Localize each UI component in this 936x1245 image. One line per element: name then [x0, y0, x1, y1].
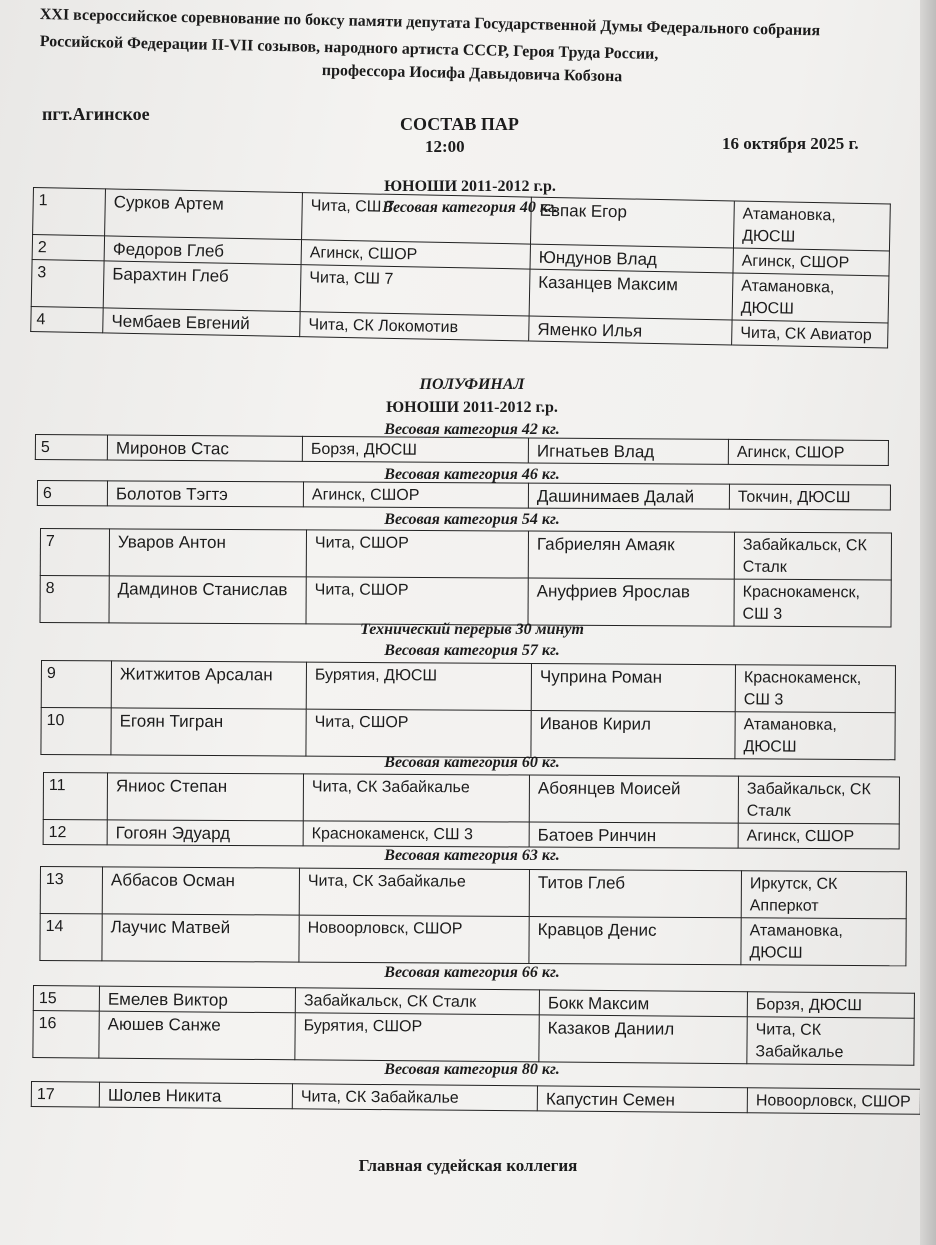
- weight-category-54: Весовая категория 54 кг.: [384, 511, 560, 528]
- pair-number-cell: 5: [35, 435, 107, 461]
- pair-row: [35, 435, 888, 466]
- boxer-blue-cell: Евпак Егор: [530, 197, 734, 248]
- pairs-table-57: [40, 660, 896, 760]
- pair-number-cell: 8: [40, 576, 109, 623]
- club-red-cell: Чита, СК Забайкалье: [299, 868, 529, 916]
- pair-number-cell: 3: [31, 259, 104, 307]
- event-title-line-2: Российской Федерации II-VII созывов, народного артиста СССР, Героя Труда России,: [39, 33, 659, 63]
- club-red-cell: Борзя, ДЮСШ: [302, 436, 528, 463]
- boxer-red-cell: Миронов Стас: [107, 435, 302, 461]
- pair-row: [40, 914, 906, 966]
- pair-row: [40, 529, 891, 580]
- pairs-table-66: [32, 985, 915, 1066]
- section-age-1: ЮНОШИ 2011-2012 г.р.: [384, 178, 556, 195]
- chief-judges-panel: Главная судейская коллегия: [358, 1156, 578, 1175]
- pair-row: [33, 1011, 914, 1066]
- pair-row: [41, 661, 895, 713]
- boxer-blue-cell: Яменко Илья: [529, 316, 732, 345]
- weight-category-60: Весовая категория 60 кг.: [384, 754, 560, 771]
- pair-row: [43, 773, 899, 824]
- club-blue-cell: Атамановка, ДЮСШ: [732, 273, 889, 323]
- pairs-table-60: [43, 772, 900, 849]
- club-blue-cell: Чита, СК Забайкалье: [747, 1017, 914, 1065]
- weight-category-63: Весовая категория 63 кг.: [384, 847, 560, 864]
- pair-number-cell: 2: [32, 235, 104, 261]
- pair-number-cell: 9: [41, 661, 111, 708]
- page-edge-shadow: [920, 0, 936, 1245]
- weight-category-57: Весовая категория 57 кг.: [384, 642, 560, 659]
- boxer-red-cell: Уваров Антон: [109, 529, 306, 577]
- club-blue-cell: Атамановка, ДЮСШ: [733, 201, 890, 251]
- club-red-cell: Агинск, СШОР: [301, 240, 530, 269]
- pair-row: [41, 708, 895, 760]
- pair-number-cell: 15: [33, 986, 99, 1012]
- club-red-cell: Бурятия, СШОР: [295, 1013, 539, 1062]
- weight-category-80: Весовая категория 80 кг.: [384, 1061, 560, 1078]
- boxer-blue-cell: Ануфриев Ярослав: [528, 578, 734, 626]
- club-blue-cell: Атамановка, ДЮСШ: [735, 712, 895, 760]
- club-blue-cell: Краснокаменск, СШ 3: [735, 665, 895, 713]
- club-red-cell: Чита, СШОР: [306, 709, 531, 757]
- pair-number-cell: 17: [31, 1082, 99, 1108]
- club-blue-cell: Атамановка, ДЮСШ: [741, 918, 906, 966]
- boxer-red-cell: Сурков Артем: [105, 189, 303, 240]
- boxer-red-cell: Барахтин Глеб: [103, 261, 301, 312]
- pair-row: [43, 820, 899, 849]
- boxer-blue-cell: Титов Глеб: [529, 869, 741, 917]
- club-blue-cell: Краснокаменск, СШ 3: [734, 579, 891, 627]
- club-blue-cell: Новоорловск, СШОР: [747, 1088, 920, 1115]
- pair-row: [37, 481, 890, 510]
- pairs-table-80: [31, 1081, 921, 1115]
- club-blue-cell: Забайкальск, СК Сталк: [734, 532, 891, 580]
- boxer-red-cell: Федоров Глеб: [104, 236, 301, 265]
- club-blue-cell: Иркутск, СК Апперкот: [741, 871, 906, 919]
- boxer-red-cell: Шолев Никита: [99, 1082, 292, 1109]
- pair-row: [40, 867, 906, 919]
- boxer-red-cell: Лаучис Матвей: [102, 914, 299, 962]
- club-red-cell: Чита, СШОР: [306, 577, 528, 625]
- club-red-cell: Чита, СК Локомотив: [300, 312, 529, 341]
- location: пгт.Агинское: [42, 104, 150, 124]
- pair-number-cell: 14: [40, 914, 102, 961]
- club-blue-cell: Чита, СК Авиатор: [732, 320, 888, 348]
- club-blue-cell: Агинск, СШОР: [728, 439, 888, 465]
- section-age-2: ЮНОШИ 2011-2012 г.р.: [386, 399, 558, 416]
- pair-number-cell: 16: [33, 1011, 99, 1059]
- pairs-table-40: [30, 187, 891, 348]
- boxer-red-cell: Житжитов Арсалан: [111, 661, 306, 709]
- boxer-red-cell: Гогоян Эдуард: [107, 820, 303, 846]
- pairs-table-46: [37, 480, 891, 510]
- technical-break: Технический перерыв 30 минут: [360, 621, 584, 638]
- boxer-blue-cell: Казаков Даниил: [539, 1015, 747, 1064]
- club-red-cell: Чита, СШ 7: [302, 193, 532, 244]
- pair-number-cell: 13: [40, 867, 102, 914]
- club-red-cell: Чита, СК Забайкалье: [292, 1084, 537, 1111]
- semifinal-heading: ПОЛУФИНАЛ: [419, 376, 525, 393]
- doc-title: СОСТАВ ПАР: [400, 114, 519, 134]
- boxer-red-cell: Аюшев Санже: [99, 1011, 295, 1060]
- pair-number-cell: 6: [37, 481, 107, 506]
- pair-number-cell: 11: [43, 773, 107, 820]
- boxer-blue-cell: Кравцов Денис: [529, 916, 741, 964]
- pair-number-cell: 10: [41, 708, 111, 755]
- pairs-table-54: [40, 528, 892, 627]
- pair-number-cell: 1: [33, 188, 106, 236]
- boxer-red-cell: Егоян Тигран: [111, 708, 306, 756]
- pairs-table-63: [39, 866, 907, 966]
- boxer-blue-cell: Чуприна Роман: [531, 663, 735, 711]
- boxer-blue-cell: Иванов Кирил: [531, 710, 735, 758]
- club-blue-cell: Борзя, ДЮСШ: [747, 992, 914, 1018]
- club-red-cell: Краснокаменск, СШ 3: [303, 821, 529, 847]
- club-red-cell: Новоорловск, СШОР: [299, 915, 529, 963]
- event-title-line-1: XXI всероссийское соревнование по боксу памяти депутата Государственной Думы Федерального собрания: [39, 6, 821, 40]
- event-title-line-3: профессора Иосифа Давыдовича Кобзона: [321, 62, 623, 86]
- club-red-cell: Забайкальск, СК Сталк: [295, 988, 539, 1015]
- boxer-blue-cell: Абоянцев Моисей: [529, 775, 738, 823]
- pairs-table-42: [35, 434, 889, 466]
- boxer-red-cell: Чембаев Евгений: [103, 308, 300, 337]
- boxer-blue-cell: Батоев Ринчин: [529, 822, 738, 848]
- pair-row: [40, 576, 891, 627]
- club-blue-cell: Агинск, СШОР: [738, 823, 899, 849]
- pair-number-cell: 4: [31, 306, 103, 332]
- club-red-cell: Бурятия, ДЮСШ: [306, 662, 531, 710]
- boxer-red-cell: Болотов Тэгтэ: [107, 481, 303, 507]
- boxer-blue-cell: Юндунов Влад: [530, 244, 733, 273]
- boxer-blue-cell: Игнатьев Влад: [528, 438, 728, 464]
- pair-row: [31, 1082, 920, 1115]
- boxer-blue-cell: Капустин Семен: [537, 1086, 747, 1113]
- pair-number-cell: 12: [43, 820, 107, 845]
- club-red-cell: Чита, СШОР: [306, 530, 528, 578]
- date: 16 октября 2025 г.: [722, 134, 859, 153]
- club-blue-cell: Агинск, СШОР: [733, 248, 889, 276]
- boxer-blue-cell: Казанцев Максим: [529, 269, 733, 320]
- boxer-red-cell: Аббасов Осман: [102, 867, 299, 915]
- boxer-red-cell: Емелев Виктор: [99, 986, 295, 1013]
- pair-number-cell: 7: [40, 529, 109, 576]
- weight-category-40: Весовая категория 40 кг.: [382, 199, 558, 216]
- weight-category-46: Весовая категория 46 кг.: [384, 466, 560, 483]
- club-red-cell: Агинск, СШОР: [303, 482, 528, 508]
- boxer-blue-cell: Бокк Максим: [539, 990, 747, 1017]
- boxer-blue-cell: Габриелян Амаяк: [528, 531, 734, 579]
- boxer-red-cell: Яниос Степан: [107, 773, 303, 821]
- club-red-cell: Чита, СК Забайкалье: [303, 774, 529, 822]
- start-time: 12:00: [425, 137, 465, 156]
- boxer-red-cell: Дамдинов Станислав: [109, 576, 306, 624]
- weight-category-66: Весовая категория 66 кг.: [384, 964, 560, 981]
- club-blue-cell: Токчин, ДЮСШ: [729, 484, 890, 510]
- club-blue-cell: Забайкальск, СК Сталк: [738, 776, 899, 824]
- boxer-blue-cell: Дашинимаев Далай: [528, 483, 729, 509]
- club-red-cell: Чита, СШ 7: [300, 265, 530, 316]
- weight-category-42: Весовая категория 42 кг.: [384, 421, 560, 438]
